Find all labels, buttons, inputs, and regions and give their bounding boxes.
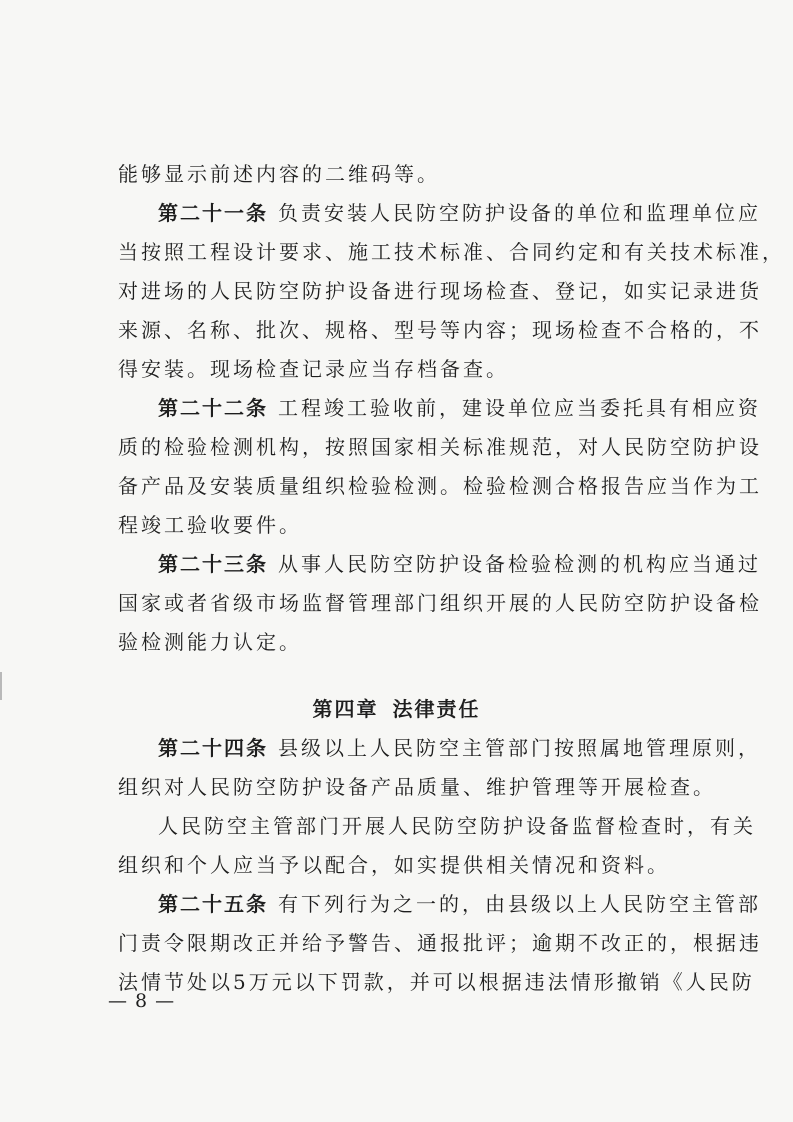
chapter-number: 第四章 — [312, 697, 379, 721]
page-number: — 8 — — [108, 990, 176, 1012]
text-line: 程竣工验收要件。 — [118, 513, 302, 537]
text-line: 能够显示前述内容的二维码等。 — [118, 162, 440, 186]
article-24-line: 第二十四条 县级以上人民防空主管部门按照属地管理原则， — [158, 736, 761, 760]
text-line: 国家或者省级市场监督管理部门组织开展的人民防空防护设备检 — [118, 591, 762, 615]
text-line: 质的检验检测机构，按照国家相关标准规范，对人民防空防护设 — [118, 435, 762, 459]
article-21-line: 第二十一条 负责安装人民防空防护设备的单位和监理单位应 — [158, 201, 761, 225]
chapter-title: 法律责任 — [392, 697, 481, 721]
article-heading: 第二十三条 — [158, 552, 268, 576]
scan-margin-mark — [0, 672, 2, 700]
text-line: 当按照工程设计要求、施工技术标准、合同约定和有关技术标准， — [118, 240, 785, 264]
text-line: 来源、名称、批次、规格、型号等内容；现场检查不合格的，不 — [118, 318, 762, 342]
article-heading: 第二十二条 — [158, 396, 268, 420]
text-line: 备产品及安装质量组织检验检测。检验检测合格报告应当作为工 — [118, 474, 762, 498]
article-25-line: 第二十五条 有下列行为之一的，由县级以上人民防空主管部 — [158, 892, 761, 916]
text-line: 验检测能力认定。 — [118, 630, 302, 654]
text-line: 法情节处以5万元以下罚款，并可以根据违法情形撤销《人民防 — [118, 970, 755, 994]
text-line: 组织和个人应当予以配合，如实提供相关情况和资料。 — [118, 853, 670, 877]
article-heading: 第二十四条 — [158, 736, 268, 760]
text-line: 得安装。现场检查记录应当存档备查。 — [118, 357, 509, 381]
article-heading: 第二十五条 — [158, 892, 268, 916]
text-line: 组织对人民防空防护设备产品质量、维护管理等开展检查。 — [118, 775, 716, 799]
paragraph-line: 人民防空主管部门开展人民防空防护设备监督检查时，有关 — [158, 814, 756, 838]
article-23-line: 第二十三条 从事人民防空防护设备检验检测的机构应当通过 — [158, 552, 761, 576]
chapter-heading — [0, 697, 793, 721]
text-line: 门责令限期改正并给予警告、通报批评；逾期不改正的，根据违 — [118, 931, 762, 955]
article-22-line: 第二十二条 工程竣工验收前，建设单位应当委托具有相应资 — [158, 396, 761, 420]
text-line: 对进场的人民防空防护设备进行现场检查、登记，如实记录进货 — [118, 279, 762, 303]
article-heading: 第二十一条 — [158, 201, 268, 225]
